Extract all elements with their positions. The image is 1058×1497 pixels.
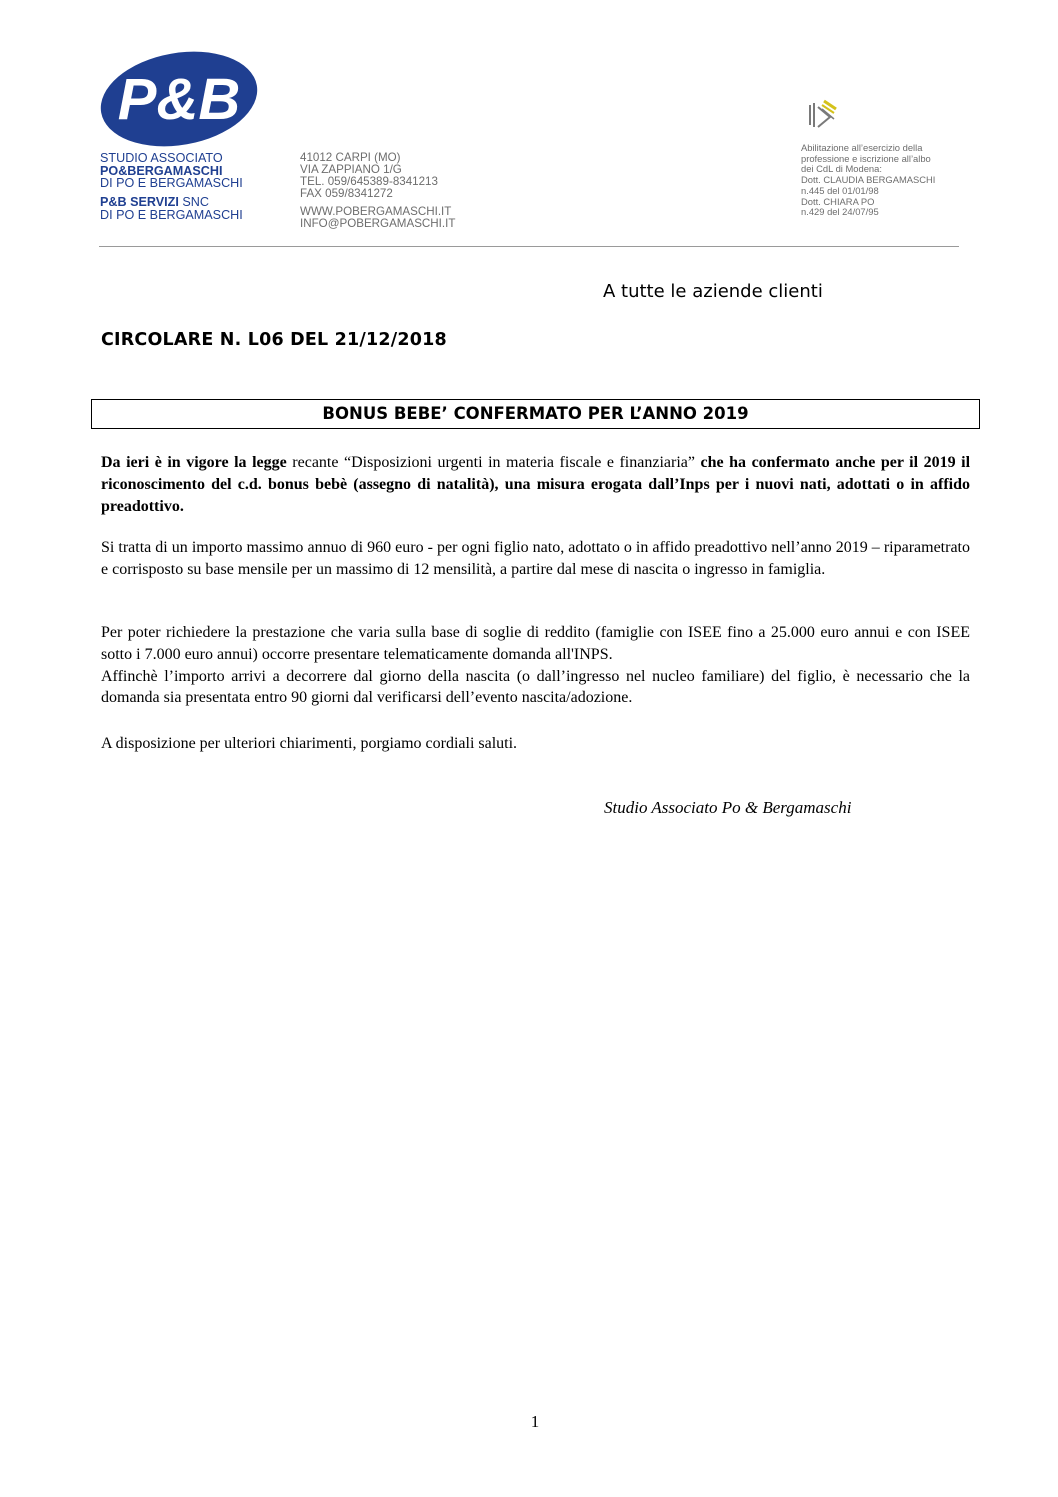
intro-bold-tail: che ha confermato anche per il 2019 il riconoscimento del c.d. bonus bebè (assegno di natalità), una misura erogata dall’Inps per i nuovi nati, adottati o in affido preadottivo.	[101, 454, 971, 515]
pb-logo	[99, 47, 259, 151]
abilitazione-line: n.445 del 01/01/98	[801, 184, 879, 196]
abilitazione-line: Abilitazione all’esercizio della	[801, 142, 923, 153]
paragraph-domanda-line: Affinchè l’importo arrivi a decorrere dal giorno della nascita (o dall’ingresso nel nucleo familiare) del figlio, è necessario che la domanda sia presentata entro 90 giorni dal verificarsi dell’evento nascita/adozione.	[101, 667, 970, 707]
signature: Studio Associato Po & Bergamaschi	[604, 798, 852, 817]
address-block	[300, 152, 455, 229]
intro-regular: recante “Disposizioni urgenti in materia fiscale e finanziaria”	[286, 454, 701, 471]
circolare-heading: CIRCOLARE N. L06 DEL 21/12/2018	[101, 330, 447, 350]
cdl-logo-icon	[806, 99, 842, 135]
studio-line: DI PO E BERGAMASCHI	[100, 176, 243, 191]
servizi-line: P&B SERVIZI SNC	[100, 195, 209, 210]
address-line: FAX 059/8341272	[300, 186, 393, 200]
abilitazione-line: professione e iscrizione all’albo	[801, 152, 931, 164]
studio-line: STUDIO ASSOCIATO	[100, 151, 223, 165]
address-line: VIA ZAPPIANO 1/G	[300, 162, 402, 176]
header-divider	[99, 246, 959, 247]
paragraph-closing: A disposizione per ulteriori chiarimenti, porgiamo cordiali saluti.	[101, 735, 518, 752]
abilitazione-line: Dott. CHIARA PO	[801, 195, 875, 207]
paragraph-intro	[101, 452, 970, 517]
website-line: WWW.POBERGAMASCHI.IT	[300, 204, 452, 218]
email-line: INFO@POBERGAMASCHI.IT	[300, 216, 456, 230]
page-number: 1	[530, 1412, 540, 1431]
abilitazione-line: dei CdL di Modena:	[801, 163, 882, 175]
address-line: 41012 CARPI (MO)	[300, 151, 401, 164]
paragraph-importo: Si tratta di un importo massimo annuo di 960 euro - per ogni figlio nato, adottato o in affido preadottivo nell’anno 2019 – riparametrato e corrisposto su base mensile per un massimo di 12 mensilità, a partire dal mese di nascita o ingresso in famiglia.	[101, 539, 970, 578]
studio-block	[100, 152, 243, 222]
abilitazione-line: Dott. CLAUDIA BERGAMASCHI	[801, 174, 936, 186]
recipient-line: A tutte le aziende clienti	[603, 281, 823, 302]
servizi-line: DI PO E BERGAMASCHI	[100, 207, 243, 222]
document-title: BONUS BEBE’ CONFERMATO PER L’ANNO 2019	[91, 399, 980, 429]
logo-text: P&B	[117, 67, 241, 132]
studio-line-bold: PO&BERGAMASCHI	[100, 163, 223, 178]
intro-bold-lead: Da ieri è in vigore la legge	[101, 454, 287, 471]
address-line: TEL. 059/645389-8341213	[300, 174, 438, 188]
paragraph-domanda-line: Per poter richiedere la prestazione che varia sulla base di soglie di reddito (famiglie con ISEE fino a 25.000 euro annui e con ISEE sotto i 7.000 euro annui) occorre presentare telematicamente domanda all'INPS.	[101, 624, 970, 663]
abilitazione-block	[801, 143, 971, 218]
abilitazione-line: n.429 del 24/07/95	[801, 206, 879, 218]
paragraph-domanda	[101, 622, 970, 709]
